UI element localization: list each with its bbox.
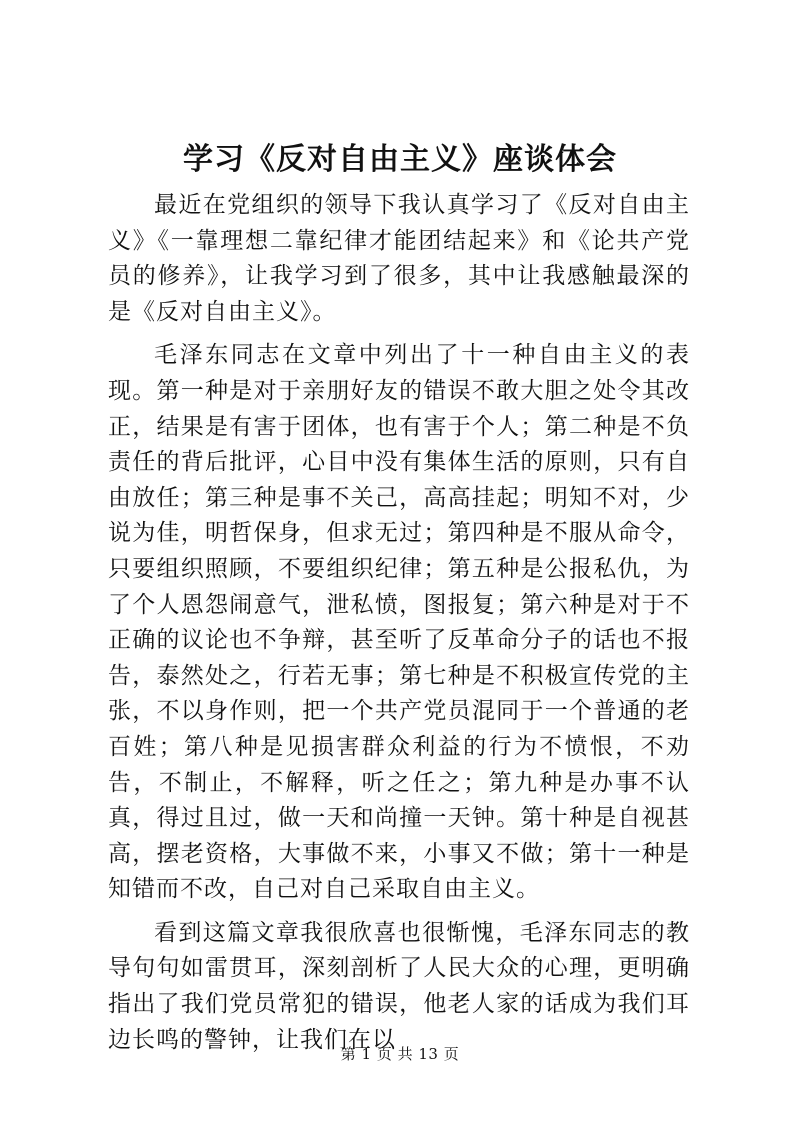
document-title: 学习《反对自由主义》座谈体会 xyxy=(183,142,617,177)
paragraph-3: 看到这篇文章我很欣喜也很惭愧，毛泽东同志的教导句句如雷贯耳，深刻剖析了人民大众的心理，更明确指出了我们党员常犯的错误，他老人家的话成为我们耳边长鸣的警钟，让我们在以 xyxy=(108,919,690,1053)
paragraph-2: 毛泽东同志在文章中列出了十一种自由主义的表现。第一种是对于亲朋好友的错误不敢大胆之处令其改正，结果是有害于团体，也有害于个人；第二种是不负责任的背后批评，心目中没有集体生活的原则，只有自由放任；第三种是事不关己，高高挂起；明知不对，少说为佳，明哲保身，但求无过；第四种是不服从命令，只要组织照顾，不要组织纪律；第五种是公报私仇，为了个人恩怨闹意气，泄私愤，图报复；第六种是对于不正确的议论也不争辩，甚至听了反革命分子的话也不报告，泰然处之，行若无事；第七种是不积极宣传党的主张，不以身作则，把一个共产党员混同于一个普通的老百姓；第八种是见损害群众利益的行为不愤恨，不劝告，不制止，不解释，听之任之；第九种是办事不认真，得过且过，做一天和尚撞一天钟。第十种是自视甚高，摆老资格，大事做不来，小事又不做；第十一种是知错而不改，自己对自己采取自由主义。 xyxy=(108,342,690,903)
paragraph-1: 最近在党组织的领导下我认真学习了《反对自由主义》《一靠理想二靠纪律才能团结起来》和《论共产党员的修养》，让我学习到了很多，其中让我感触最深的是《反对自由主义》。 xyxy=(108,192,690,325)
document-body xyxy=(108,188,690,1058)
page-number-footer: 第 1 页 共 13 页 xyxy=(340,1045,460,1063)
